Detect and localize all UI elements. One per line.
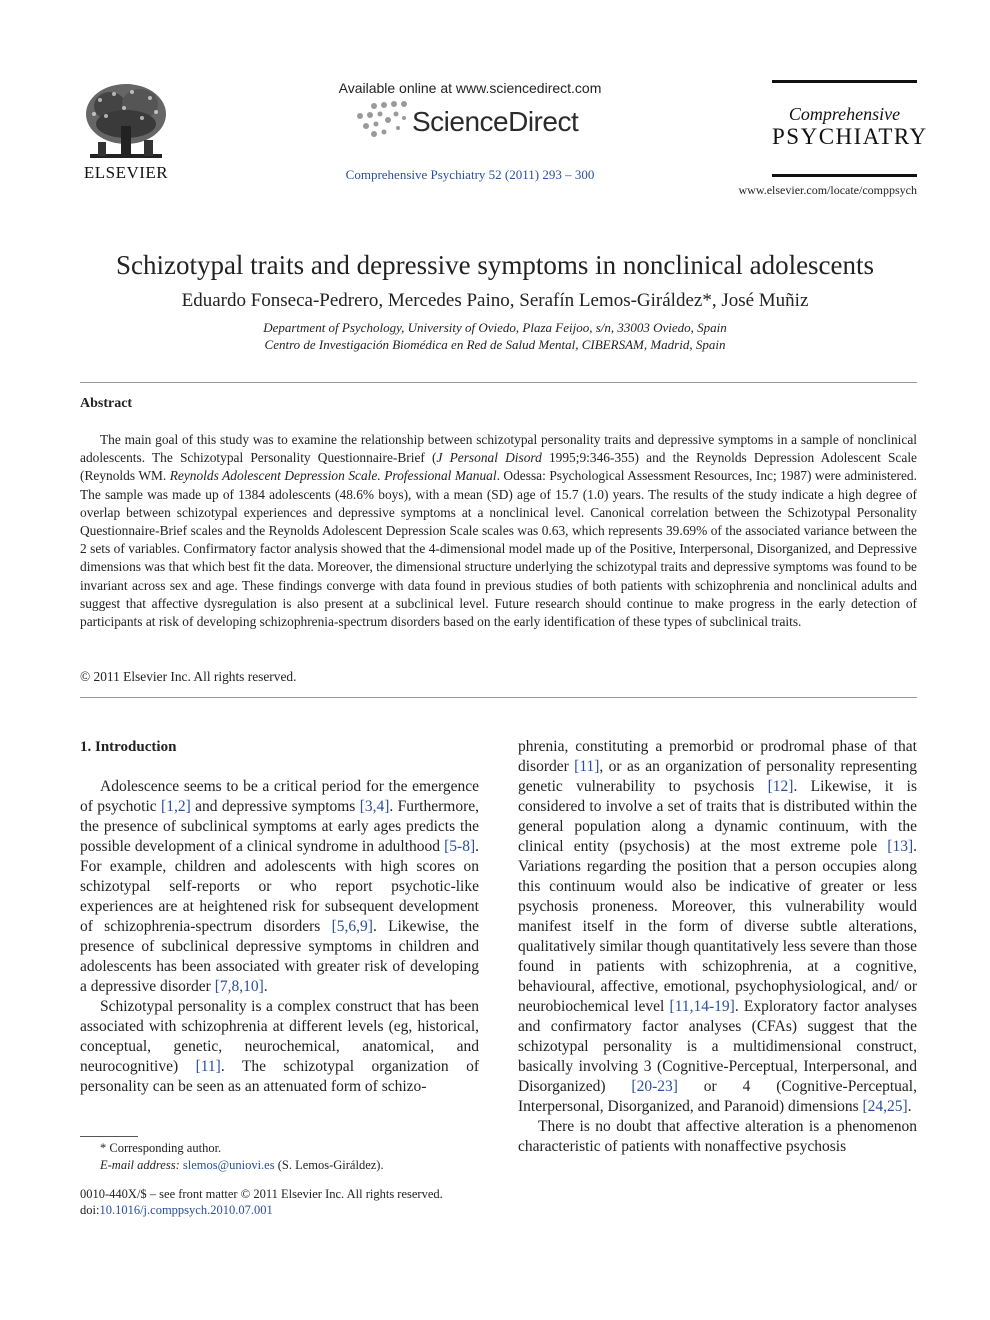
paragraph-text: Schizotypal personality is a complex construct that has been associated with schizophrenia at different levels (eg, historical, conceptual, genetic, neurochemical, anatomical, and neurocognitive) (80, 998, 479, 1075)
abstract-top-divider (80, 382, 917, 383)
paragraph-text: Adolescence seems to be a critical period for the emergence of psychotic (80, 778, 479, 815)
paragraph-text: , or as an organization of personality representing genetic vulnerability to psychosis (518, 758, 917, 795)
paragraph-text: and depressive symptoms (190, 798, 360, 815)
paragraph-text: . Furthermore, the presence of subclinical symptoms at early ages predicts the possible development of a clinical syndrome in adulthood (80, 798, 479, 855)
abstract-journal-title: J Personal Disord (436, 450, 542, 466)
paragraph-text: . For example, children and adolescents with high scores on schizotypal self-reports or who report psychotic-like experiences are at heightened risk for subsequent development of schizophrenia-spectrum disorders (80, 838, 479, 935)
citation-link[interactable]: [3,4] (359, 798, 390, 815)
abstract-book-title: Reynolds Adolescent Depression Scale. Professional Manual (169, 468, 497, 484)
affiliation-1: Department of Psychology, University of Oviedo, Plaza Feijoo, s/n, 33003 Oviedo, Spain (263, 320, 727, 335)
doi-line (80, 1203, 273, 1218)
email-footnote (100, 1158, 384, 1173)
journal-logo-psychiatry: PSYCHIATRY (772, 124, 928, 149)
issn-line: 0010-440X/$ – see front matter © 2011 Elsevier Inc. All rights reserved. (80, 1187, 443, 1201)
citation-link[interactable]: [11,14-19] (669, 998, 735, 1015)
abstract-heading: Abstract (80, 396, 133, 411)
citation-link[interactable]: [1,2] (161, 798, 191, 815)
section-heading-introduction: 1. Introduction (80, 739, 177, 755)
citation-link[interactable]: [11] (195, 1058, 221, 1075)
paragraph-text: . Likewise, the presence of subclinical depressive symptoms in children and adolescents has been associated with greater risk of developing a depressive disorder (80, 918, 479, 995)
footnote-divider (80, 1136, 138, 1137)
paragraph-text: . (263, 978, 268, 995)
abstract-copyright: © 2011 Elsevier Inc. All rights reserved. (80, 669, 297, 684)
affiliation-2: Centro de Investigación Biomédica en Red de Salud Mental, CIBERSAM, Madrid, Spain (264, 337, 726, 352)
journal-logo-comprehensive: Comprehensive (788, 104, 901, 124)
email-label: E-mail address: (100, 1158, 180, 1172)
available-online-text[interactable]: Available online at www.sciencedirect.com (338, 80, 602, 96)
author-list: Eduardo Fonseca-Pedrero, Mercedes Paino, Serafín Lemos-Giráldez*, José Muñiz (181, 290, 809, 311)
citation-link[interactable]: [12] (767, 778, 794, 795)
citation-link[interactable]: [24,25] (862, 1098, 908, 1115)
email-link[interactable]: slemos@uniovi.es (182, 1158, 275, 1172)
citation-link[interactable]: [20-23] (631, 1078, 678, 1095)
corresponding-author-note: * Corresponding author. (100, 1141, 222, 1155)
sciencedirect-wordmark: ScienceDirect (412, 106, 579, 137)
doi-label: doi: (80, 1203, 100, 1217)
doi-link[interactable]: 10.1016/j.comppsych.2010.07.001 (99, 1203, 273, 1217)
journal-url[interactable]: www.elsevier.com/locate/comppsych (738, 183, 917, 197)
abstract-text-part: . Odessa: Psychological Assessment Resources, Inc; 1987) were administered. The sample was made up of 1384 adolescents (48.6% boys), with a mean (SD) age of 15.7 (1.0) years. The results of the study indicate a high degree of overlap between schizotypal experiences and depressive symptoms at a nonclinical level. Canonical correlation between the Schizotypal Personality Questionnaire-Brief scales and the Reynolds Adolescent Depression Scale scales was 0.63, which represents 39.69% of the associated variance between the 2 sets of variables. Confirmatory factor analysis showed that the 4-dimensional model made up of the Positive, Interpersonal, Disorganized, and Depressive dimensions was that which best fit the data. Moreover, the dimensional structure underlying the schizotypal traits and depressive symptoms was found to be invariant across sex and age. These findings converge with data found in previous studies of both patients with schizophrenia and nonclinical adults and suggest that affective dysregulation is also present at a subclinical level. Future research should continue to make progress in the early detection of participants at risk of developing schizophrenia-spectrum disorders based on the early identification of these types of subclinical traits. (80, 468, 917, 630)
publisher-name: ELSEVIER (83, 163, 169, 182)
paragraph-text: . (907, 1098, 912, 1115)
paragraph-text: . Likewise, it is considered to involve a set of traits that is distributed within the general population along a dynamic continuum, with the clinical entity (psychosis) at the most extreme pole (518, 778, 917, 855)
abstract-text-part: 1995;9:346-355) and the Reynolds Depression Adolescent Scale (Reynolds WM. (80, 450, 917, 484)
intro-paragraph-1 (80, 777, 479, 997)
article-title: Schizotypal traits and depressive symptoms in nonclinical adolescents (115, 250, 875, 280)
citation-link[interactable]: [7,8,10] (214, 978, 264, 995)
abstract-body (80, 431, 917, 631)
citation-link[interactable]: [13] (887, 838, 914, 855)
citation-link[interactable]: [5,6,9] (331, 918, 373, 935)
email-owner: (S. Lemos-Giráldez). (274, 1158, 384, 1172)
intro-paragraph-2 (80, 997, 479, 1097)
abstract-text-part: The main goal of this study was to examine the relationship between schizotypal personality traits and depressive symptoms in a sample of nonclinical adolescents. The Schizotypal Personality Questionnaire-Brief ( (80, 432, 917, 466)
journal-citation-link[interactable]: Comprehensive Psychiatry 52 (2011) 293 – 300 (345, 167, 595, 182)
intro-paragraph-3: There is no doubt that affective alteration is a phenomenon characteristic of patients with nonaffective psychosis (518, 1118, 917, 1155)
paragraph-text: . Exploratory factor analyses and confirmatory factor analyses (CFAs) suggest that the schizotypal personality is a multidimensional construct, basically involving 3 (Cognitive-Perceptual, Interpersonal, and Disorganized) (518, 998, 917, 1095)
citation-link[interactable]: [11] (574, 758, 600, 775)
paragraph-text: phrenia, constituting a premorbid or prodromal phase of that disorder (518, 738, 917, 775)
body-column-right (518, 737, 917, 1157)
paragraph-text: . Variations regarding the position that a person occupies along this continuum would also be indicative of greater or less psychosis proneness. Moreover, this vulnerability would manifest itself in the form of diverse subtle alterations, qualitatively similar though quantitatively less severe than those found in patients with schizophrenia, at a cognitive, behavioural, affective, emotional, psychophysiological, and/ or neurobiochemical level (518, 838, 917, 1015)
paragraph-text: or 4 (Cognitive-Perceptual, Interpersonal, Disorganized, and Paranoid) dimensions (518, 1078, 917, 1115)
paragraph-text: . The schizotypal organization of personality can be seen as an attenuated form of schizo- (80, 1058, 479, 1095)
intro-paragraph-2-continued (518, 737, 917, 1117)
abstract-bottom-divider (80, 697, 917, 698)
body-column-left (80, 737, 479, 1097)
journal-logo-bottom-rule (772, 174, 917, 177)
citation-link[interactable]: [5-8] (444, 838, 476, 855)
journal-logo-top-rule (772, 80, 917, 83)
